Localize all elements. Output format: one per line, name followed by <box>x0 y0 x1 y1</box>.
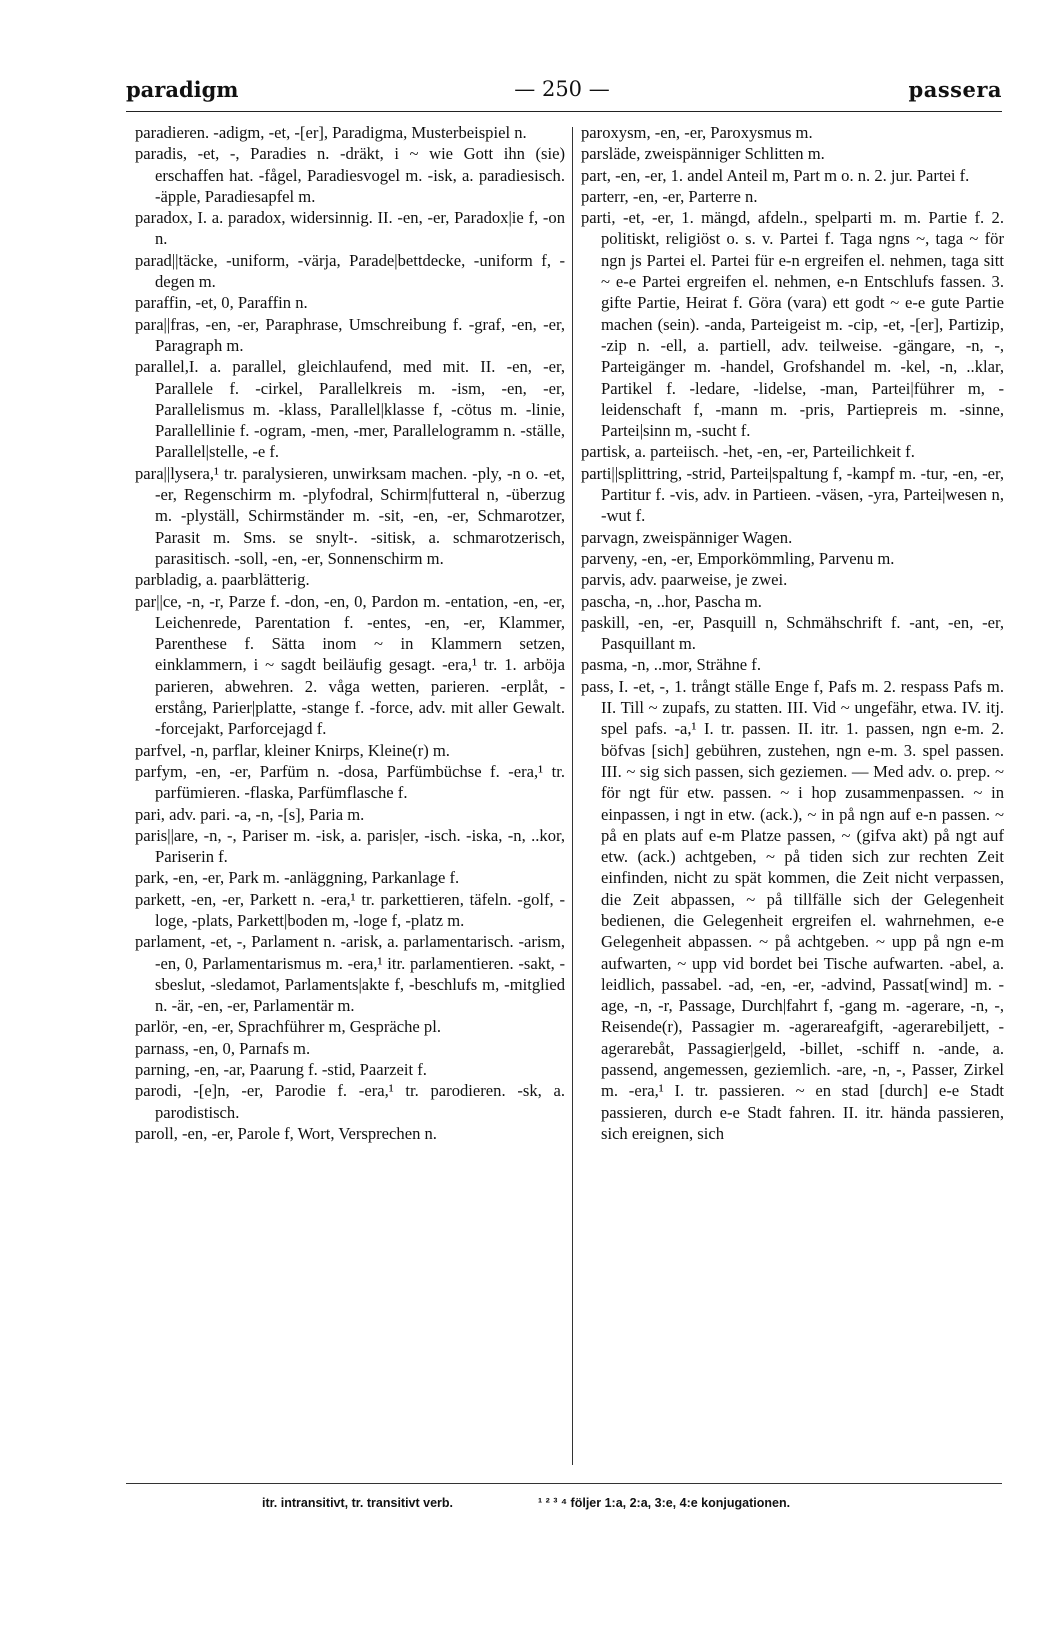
footer-legend <box>200 1492 960 1518</box>
column-divider <box>572 127 573 1465</box>
dictionary-entry: parbladig, a. paarblätterig. <box>135 570 310 590</box>
dictionary-entry: paraffin, -et, 0, Paraffin n. <box>135 293 308 313</box>
dictionary-entry: parterr, -en, -er, Parterre n. <box>581 186 758 206</box>
dictionary-entry: parvagn, zweispänniger Wagen. <box>581 527 793 547</box>
dictionary-entry: paradieren. -adigm, -et, -[er], Paradigma, Musterbeispiel n. <box>135 123 527 142</box>
dictionary-entry: park, -en, -er, Park m. -anläggning, Parkanlage f. <box>135 868 460 888</box>
dictionary-entry: parning, -en, -ar, Paarung f. -stid, Paarzeit f. <box>135 1060 427 1080</box>
dictionary-entry: part, -en, -er, 1. andel Anteil m, Part m o. n. 2. jur. Partei f. <box>581 165 970 185</box>
footer-rule <box>126 1483 1002 1484</box>
dictionary-entry: parnass, -en, 0, Parnafs m. <box>135 1038 311 1058</box>
header-left-word: paradigm <box>126 77 239 102</box>
dictionary-entry: parkett, -en, -er, Parkett n. -era,¹ tr. parkettieren, täfeln. -golf, -loge, -plats, Parkett|boden m, -loge f, -platz m. <box>135 889 565 930</box>
dictionary-entry: paradis, -et, -, Paradies n. -dräkt, i ~ wie Gott ihn (sie) erschaffen hat. -fågel, Paradiesvogel m. -isk, a. paradiesisch. -äpple, Paradiesapfel m. <box>135 144 565 206</box>
page-number: — 250 — <box>514 77 610 101</box>
dictionary-entry: paroll, -en, -er, Parole f, Wort, Versprechen n. <box>135 1123 437 1143</box>
running-header <box>126 77 1002 107</box>
dictionary-entry: paradox, I. a. paradox, widersinnig. II. -en, -er, Paradox|ie f, -on n. <box>135 208 565 249</box>
dictionary-entry: pascha, -n, ..hor, Pascha m. <box>581 591 762 611</box>
dictionary-entry: partisk, a. parteiisch. -het, -en, -er, Parteilichkeit f. <box>581 442 915 462</box>
right-column <box>581 122 1004 1144</box>
footer-abbreviations: itr. intransitivt, tr. transitivt verb. <box>262 1496 454 1510</box>
dictionary-entry: parsläde, zweispänniger Schlitten m. <box>581 144 825 164</box>
header-right-word: passera <box>908 77 1002 102</box>
dictionary-entry: paskill, -en, -er, Pasquill n, Schmähschrift f. -ant, -en, -er, Pasquillant m. <box>581 612 1004 654</box>
dictionary-entry: parvis, adv. paarweise, je zwei. <box>581 570 788 590</box>
dictionary-entry: para||fras, -en, -er, Paraphrase, Umschreibung f. -graf, -en, -er, Paragraph m. <box>135 314 565 355</box>
left-column <box>135 122 565 1144</box>
dictionary-entry: parallel,I. a. parallel, gleichlaufend, med mit. II. -en, -er, Parallele f. -cirkel, Parallelkreis m. -ism, -en, -er, Parallelismus m. -klass, Parallel|klasse f, -cötus m. -linie, Parallellinie f. -ogram, -men, -mer, Parallelogramm n. -ställe, Parallel|stelle, -e f. <box>135 357 565 462</box>
dictionary-entry: parti||splittring, -strid, Partei|spaltung f, -kampf m. -tur, -en, -er, Partitur f. -vis, adv. in Partieen. -väsen, -yra, Partei|wesen n, -wut f. <box>581 463 1004 526</box>
dictionary-entry: paroxysm, -en, -er, Paroxysmus m. <box>581 123 813 142</box>
dictionary-entry: parlör, -en, -er, Sprachführer m, Gespräche pl. <box>135 1017 441 1037</box>
dictionary-entry: parti, -et, -er, 1. mängd, afdeln., spelparti m. m. Partie f. 2. politiskt, religiöst o. s. v. Partei f. Taga ngns ~, taga ~ för ngn js Partei el. Partei für e-n ergreifen el. nehmen, taga sitt ~ e-e Partei ergreifen el. nehmen, e-n Entschlufs fassen. 3. gifte Partie, Heirat f. Göra (vara) ett godt ~ e-e gute Partie machen (sein). -anda, Parteigeist m. -cip, -et, -[er], Partizip, -zip n. -ell, a. partiell, adv. teilweise. -gängare, -n, -, Parteigänger m. -handel, Grofshandel m. -kel, -n, ..klar, Partikel f. -ledare, -lidelse, -man, Partei|führer m, -leidenschaft f, -mann m. -pris, Partiepreis m. -sinne, Partei|sinn m, -sucht f. <box>581 208 1004 441</box>
header-rule <box>126 111 1002 112</box>
dictionary-entry: para||lysera,¹ tr. paralysieren, unwirksam machen. -ply, -n o. -et, -er, Regenschirm m. -plyfodral, Schirm|futteral n, -überzug m. -plyställ, Schirmständer m. -sit, -en, -er, Schmarotzer, Parasit m. Sms. se snylt-. -sitisk, a. schmarotzerisch, parasitisch. -soll, -en, -er, Sonnenschirm m. <box>135 463 565 568</box>
dictionary-entry: parfvel, -n, parflar, kleiner Knirps, Kleine(r) m. <box>135 740 450 760</box>
dictionary-entry: pass, I. -et, -, 1. trångt ställe Enge f, Pafs m. 2. respass Pafs m. II. Till ~ zupafs, zu statten. III. Vid ~ ungefähr, etwa. IV. itj. spel pafs. -a,¹ I. tr. passen. II. itr. 1. passen, ngn e-m. 2. böfvas [sich] gebühren, zustehen, ngn e-m. 3. spel passen. III. ~ sig sich passen, sich geziemen. — Med adv. o. prep. ~ för ngt für etw. passen. ~ i hop zusammenpassen. ~ in einpassen, i ngt in etw. (ack.), ~ in på ngn auf e-n passen. ~ på en plats auf e-m Platze passen, ~ (gifva akt) på ngt auf etw. (ack.) achtgeben, ~ på tiden sich zur rechten Zeit einfinden, nicht zu spät kommen, die Zeit nicht verpassen, die Zeit abpassen, ~ på tillfälle sich der Gelegenheit bedienen, die Gelegenheit ergreifen el. wahrnehmen, e-e Gelegenheit abpassen. ~ på achtgeben. ~ upp på ngn e-m aufwarten, ~ upp vid bordet bei Tische aufwarten. -abel, a. leidlich, passabel. -ad, -en, -er, -advind, Passat[wind] m. -age, -n, -r, Passage, Durch|fahrt f, -gang m. -agerare, -n, -, Reisende(r), Passagier m. -agerareafgift, -agerarebiljett, -agerarebåt, Passagier|geld, -billet, -schiff n. -ande, a. passend, angemessen, geziemlich. -are, -n, -, Passer, Zirkel m. -era,¹ I. tr. passieren. ~ en stad [durch] e-e Stadt passieren, durch e-e Stadt fahren. II. itr. hända passieren, sich ereignen, sich <box>581 676 1004 1143</box>
footer-conjugations: ¹ ² ³ ⁴ följer 1:a, 2:a, 3:e, 4:e konjugationen. <box>538 1496 791 1510</box>
dictionary-entry: pasma, -n, ..mor, Strähne f. <box>581 655 761 675</box>
dictionary-entry: par||ce, -n, -r, Parze f. -don, -en, 0, Pardon m. -entation, -en, -er, Leichenrede, Parentation f. -entes, -en, -er, Klammer, Parenthese f. Sätta inom ~ in Klammern setzen, einklammern, i ~ sagdt beiläufig gesagt. -era,¹ tr. 1. arböja parieren, abwehren. 2. våga wetten, parieren. -erplåt, -erstång, Parier|platte, -stange f. -force, adv. mit aller Gewalt. -forcejakt, Parforcejagd f. <box>135 591 565 739</box>
dictionary-entry: parveny, -en, -er, Emporkömmling, Parvenu m. <box>581 548 895 568</box>
dictionary-entry: parodi, -[e]n, -er, Parodie f. -era,¹ tr. parodieren. -sk, a. parodistisch. <box>135 1081 565 1122</box>
dictionary-entry: parlament, -et, -, Parlament n. -arisk, a. parlamentarisch. -arism, -en, 0, Parlamentarismus m. -era,¹ itr. parlamentieren. -sakt, -sbeslut, -sledamot, Parlaments|akte f, -beschlufs m, -mitglied n. -är, -en, -er, Parlamentär m. <box>135 932 565 1016</box>
dictionary-entry: paris||are, -n, -, Pariser m. -isk, a. paris|er, -isch. -iska, -n, ..kor, Pariserin f. <box>135 825 565 867</box>
dictionary-entry: parad||täcke, -uniform, -värja, Parade|bettdecke, -uniform f, -degen m. <box>135 250 565 292</box>
dictionary-entry: pari, adv. pari. -a, -n, -[s], Paria m. <box>135 804 365 824</box>
dictionary-entry: parfym, -en, -er, Parfüm n. -dosa, Parfümbüchse f. -era,¹ tr. parfümieren. -flaska, Parfümflasche f. <box>135 761 565 803</box>
